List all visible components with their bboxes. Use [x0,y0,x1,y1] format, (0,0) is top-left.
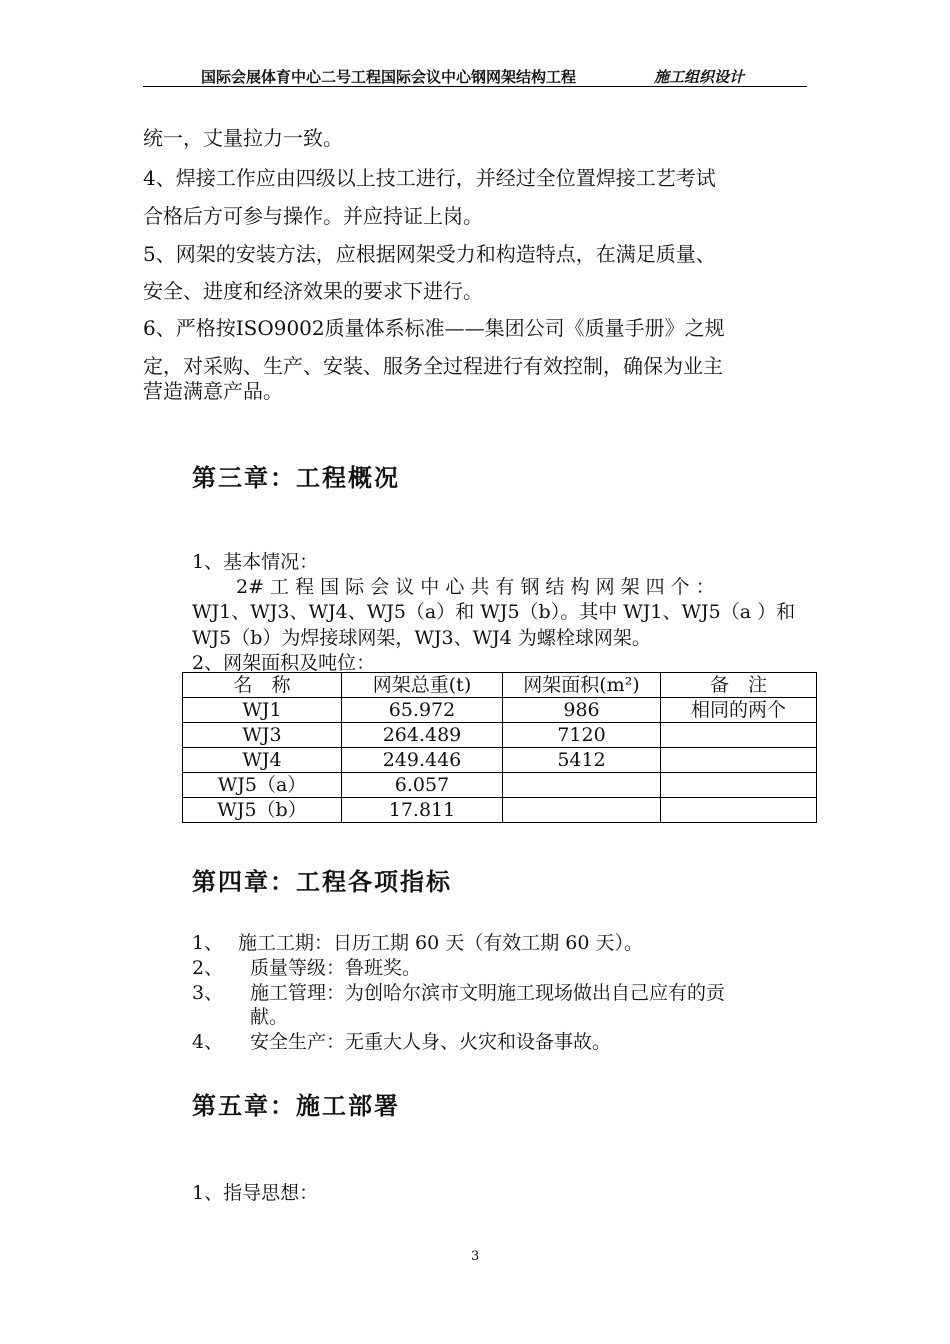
table-cell: 6.057 [342,773,503,798]
tonnage-table [182,672,817,823]
intro-line: 4、焊接工作应由四级以上技工进行，并经过全位置焊接工艺考试 [143,166,716,190]
header-doc-type: 施工组织设计 [654,68,745,86]
chapter5-item1: 1、指导思想： [192,1182,319,1204]
table-header-cell: 网架总重(t) [342,673,503,698]
table-row [183,698,817,723]
table-cell: 5412 [503,748,661,773]
intro-line: 5、网架的安装方法，应根据网架受力和构造特点，在满足质量、 [143,242,716,266]
table-row [183,723,817,748]
page-number: 3 [471,1249,480,1264]
table-cell: 249.446 [342,748,503,773]
chapter3-item2-label: 2、网架面积及吨位： [192,652,376,674]
header-rule [143,86,807,87]
table-cell: WJ5（b） [183,798,342,823]
chapter3-item1-line3: WJ5（b）为焊接球网架，WJ3、WJ4 为螺栓球网架。 [192,627,651,649]
chapter4-title: 第四章：工程各项指标 [192,868,452,896]
table-row [183,748,817,773]
table-cell: 65.972 [342,698,503,723]
chapter4-item-text: 质量等级：鲁班奖。 [250,957,422,979]
table-cell: 相同的两个 [661,698,817,723]
chapter4-item-num: 4、 [192,1031,224,1053]
table-header-row [183,673,817,698]
table-cell: 986 [503,698,661,723]
chapter4-item-num: 1、 [192,932,224,954]
table-cell: 17.811 [342,798,503,823]
table-cell: WJ3 [183,723,342,748]
table-cell [661,748,817,773]
chapter4-item-text: 施工管理：为创哈尔滨市文明施工现场做出自己应有的贡 [250,982,726,1004]
intro-line: 营造满意产品。 [143,379,283,403]
table-row [183,773,817,798]
intro-line: 合格后方可参与操作。并应持证上岗。 [143,204,483,228]
intro-line: 6、严格按ISO9002质量体系标准——集团公司《质量手册》之规 [143,316,725,340]
table-cell [661,798,817,823]
chapter4-item-num: 2、 [192,957,224,979]
table-cell [503,773,661,798]
table-header-cell: 名 称 [183,673,342,698]
table-cell: WJ4 [183,748,342,773]
intro-line: 安全、进度和经济效果的要求下进行。 [143,279,483,303]
chapter3-item1-label: 1、基本情况： [192,551,319,573]
table-cell: WJ5（a） [183,773,342,798]
table-header-cell: 网架面积(m²) [503,673,661,698]
table-header-cell: 备 注 [661,673,817,698]
header-project-title: 国际会展体育中心二号工程国际会议中心钢网架结构工程 [201,68,577,86]
chapter4-item-continuation: 献。 [250,1006,289,1028]
chapter5-title: 第五章：施工部署 [192,1092,400,1120]
chapter4-item-num: 3、 [192,982,224,1004]
table-cell [503,798,661,823]
table-cell: WJ1 [183,698,342,723]
chapter3-title: 第三章：工程概况 [192,464,400,492]
chapter3-item1-line1: 2# 工 程 国 际 会 议 中 心 共 有 钢 结 构 网 架 四 个 ： [236,576,715,598]
table-row [183,798,817,823]
chapter4-item-text: 施工工期：日历工期 60 天（有效工期 60 天）。 [238,932,644,954]
chapter3-item1-line2: WJ1、WJ3、WJ4、WJ5（a）和 WJ5（b）。其中 WJ1、WJ5（a ）和 [192,601,796,623]
table-cell [661,773,817,798]
intro-line: 统一，丈量拉力一致。 [143,126,343,150]
table-cell: 7120 [503,723,661,748]
table-cell: 264.489 [342,723,503,748]
intro-line: 定，对采购、生产、安装、服务全过程进行有效控制，确保为业主 [143,354,723,378]
chapter4-item-text: 安全生产：无重大人身、火灾和设备事故。 [250,1031,612,1053]
table-cell [661,723,817,748]
